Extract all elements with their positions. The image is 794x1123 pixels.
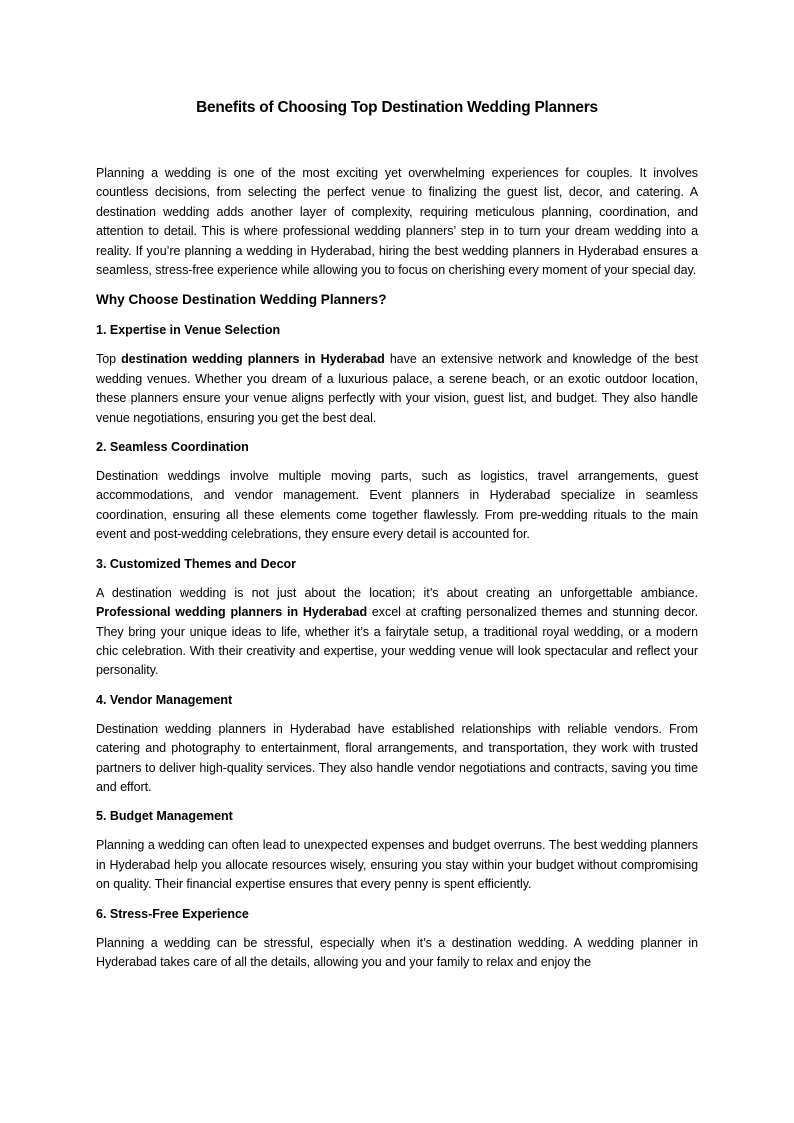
section-2-heading: 2. Seamless Coordination xyxy=(96,440,249,455)
section-3-heading: 3. Customized Themes and Decor xyxy=(96,556,297,571)
section-2-paragraph: Destination weddings involve multiple moving parts, such as logistics, travel arrangements, guest accommodations, and vendor management. Event planners in Hyderabad specialize in seamless coordination, ensuring all these elements come together flawlessly. From pre-wedding rituals to the main event and post-wedding celebrations, they ensure every detail is accounted for. xyxy=(96,469,698,542)
section-1-bold-phrase: destination wedding planners in Hyderabad xyxy=(121,352,385,367)
document-title: Benefits of Choosing Top Destination Wedding Planners xyxy=(196,99,598,116)
section-3-bold-phrase: Professional wedding planners in Hyderabad xyxy=(96,605,368,620)
section-6-heading: 6. Stress-Free Experience xyxy=(96,906,249,921)
section-5-heading: 5. Budget Management xyxy=(96,809,233,824)
section-1-text-end: have an extensive network and knowledge of the best wedding venues. Whether you dream of a luxurious palace, a serene beach, or an exotic outdoor location, these planners ensure your venue aligns perfectly with your vision, guest list, and budget. They also handle venue negotiations, ensuring you get the best deal. xyxy=(96,352,699,425)
section-1-text-start: Top xyxy=(96,352,122,367)
section-5-paragraph: Planning a wedding can often lead to unexpected expenses and budget overruns. The best wedding planners in Hyderabad help you allocate resources wisely, ensuring you stay within your budget without compromising on quality. Their financial expertise ensures that every penny is spent efficiently. xyxy=(96,838,698,892)
section-4-paragraph: Destination wedding planners in Hyderabad have established relationships with reliable vendors. From catering and photography to entertainment, floral arrangements, and transportation, they work with trusted partners to deliver high-quality services. They also handle vendor negotiations and contracts, saving you time and effort. xyxy=(96,721,698,794)
section-3-text-end: excel at crafting personalized themes and stunning decor. They bring your unique ideas to life, whether it’s a fairytale setup, a traditional royal wedding, or a modern chic celebration. With their creativity and expertise, your wedding venue will look spectacular and reflect your personality. xyxy=(96,605,698,678)
why-heading: Why Choose Destination Wedding Planners? xyxy=(96,292,387,308)
section-6-paragraph: Planning a wedding can be stressful, especially when it’s a destination wedding. A wedding planner in Hyderabad takes care of all the details, allowing you and your family to relax and enjoy the xyxy=(96,935,698,969)
section-3-text-start: A destination wedding is not just about the location; it’s about creating an unforgettable ambiance. xyxy=(96,585,698,600)
intro-paragraph: Planning a wedding is one of the most exciting yet overwhelming experiences for couples. It involves countless decisions, from selecting the perfect venue to finalizing the guest list, decor, and catering. A destination wedding adds another layer of complexity, requiring meticulous planning, coordination, and attention to detail. This is where professional wedding planners’ step in to turn your dream wedding into a reality. If you’re planning a wedding in Hyderabad, hiring the best wedding planners in Hyderabad ensures a seamless, stress-free experience while allowing you to focus on cherishing every moment of your special day. xyxy=(96,166,698,278)
section-4-heading: 4. Vendor Management xyxy=(96,692,233,707)
section-3-paragraph xyxy=(96,584,698,681)
section-1-paragraph xyxy=(96,350,698,428)
section-1-heading: 1. Expertise in Venue Selection xyxy=(96,323,281,338)
